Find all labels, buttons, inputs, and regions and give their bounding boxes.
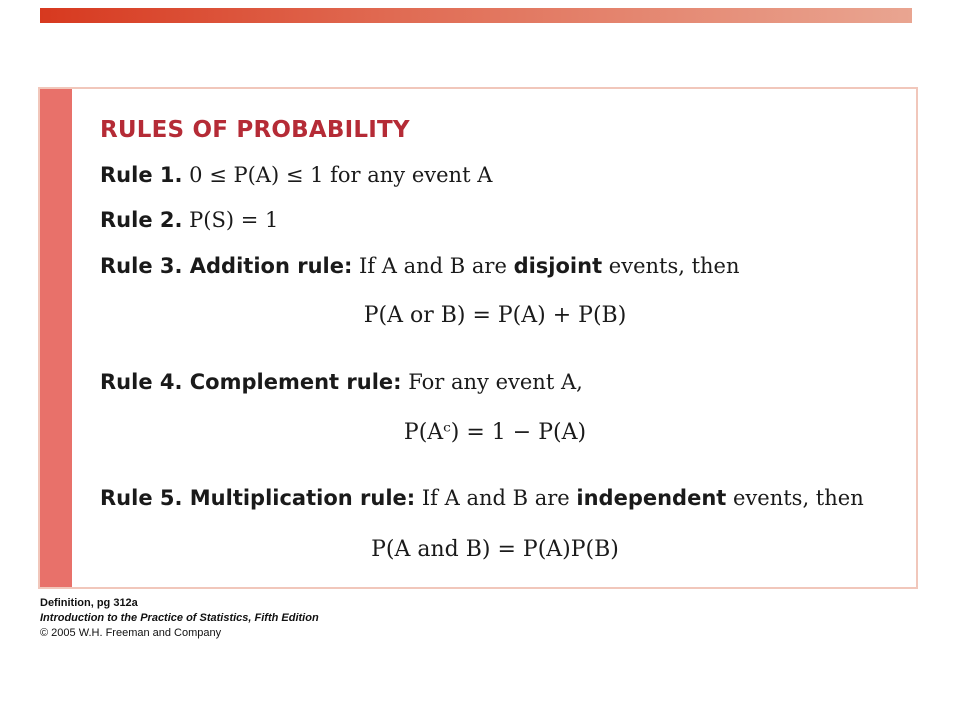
box-side-stripe xyxy=(40,89,72,587)
complement-formula: P(Aᶜ) = 1 − P(A) xyxy=(403,420,587,445)
rule-1 xyxy=(100,163,492,187)
rule-5-keyword: independent xyxy=(576,486,727,510)
rule-4 xyxy=(100,370,583,394)
rules-box xyxy=(38,87,918,589)
rule-3-text-b: events, then xyxy=(602,254,740,278)
source-caption xyxy=(40,596,319,641)
top-accent-bar xyxy=(40,8,912,23)
multiplication-formula: P(A and B) = P(A)P(B) xyxy=(371,537,619,562)
caption-definition: Definition, pg 312a xyxy=(40,597,138,609)
addition-formula: P(A or B) = P(A) + P(B) xyxy=(363,303,627,328)
rule-4-label: Rule 4. Complement rule: xyxy=(100,370,402,394)
rule-5-label: Rule 5. Multiplication rule: xyxy=(100,486,416,510)
rule-1-label: Rule 1. xyxy=(100,163,183,187)
rule-5 xyxy=(100,486,864,510)
caption-copyright: © 2005 W.H. Freeman and Company xyxy=(40,627,222,639)
rule-2 xyxy=(100,208,278,232)
caption-book-title: Introduction to the Practice of Statistics, Fifth Edition xyxy=(40,612,319,624)
rule-5-text-a: If A and B are xyxy=(415,486,577,510)
rule-3-text-a: If A and B are xyxy=(352,254,514,278)
rule-4-text: For any event A, xyxy=(401,370,583,394)
rule-3-label: Rule 3. Addition rule: xyxy=(100,254,353,278)
rules-title: RULES OF PROBABILITY xyxy=(100,117,410,143)
rule-2-label: Rule 2. xyxy=(100,208,183,232)
rule-2-text: P(S) = 1 xyxy=(189,208,279,232)
rule-5-text-b: events, then xyxy=(726,486,864,510)
rule-3-keyword: disjoint xyxy=(513,254,603,278)
rules-content xyxy=(100,89,916,587)
rule-1-text: 0 ≤ P(A) ≤ 1 for any event A xyxy=(189,163,493,187)
rule-3 xyxy=(100,254,740,278)
